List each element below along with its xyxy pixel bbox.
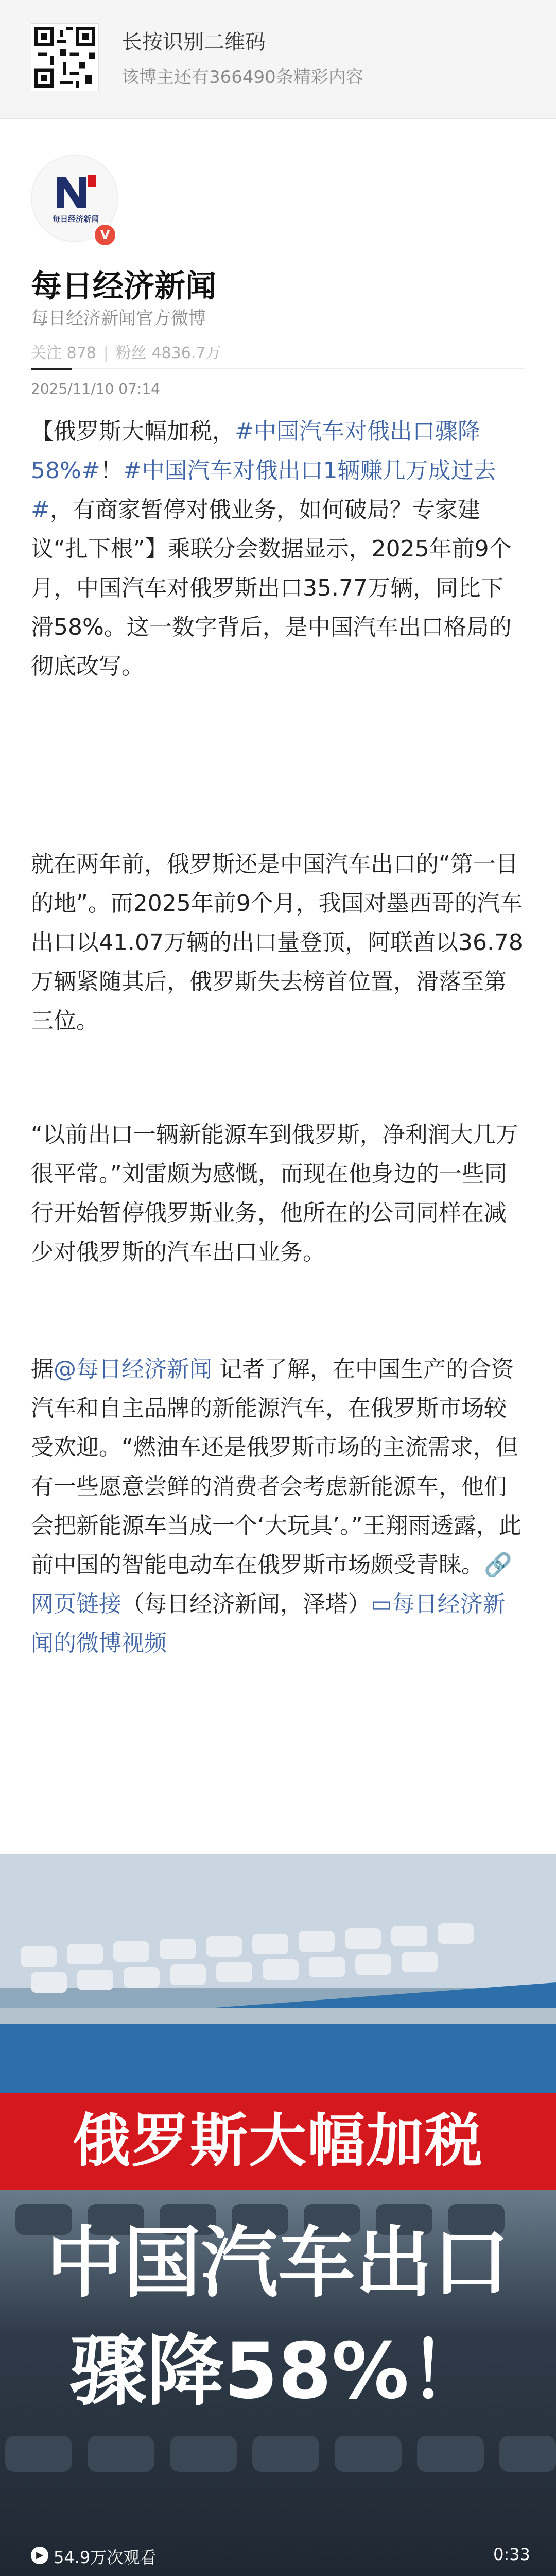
post-paragraph-1 [31,412,525,686]
verified-badge-icon: V [93,223,117,247]
post-paragraph-4 [31,1350,525,1663]
play-icon[interactable]: ▶ [31,2547,48,2564]
text-segment: ！ [100,457,123,484]
video-link[interactable]: ▭每日经济新闻的微博视频 [31,1591,506,1656]
post-timestamp: 2025/11/10 07:14 [31,380,160,397]
video-player[interactable] [0,1854,556,2576]
web-link[interactable]: 🔗网页链接 [31,1552,512,1617]
text-segment: 记者了解，在中国生产的合资汽车和自主品牌的新能源汽车，在俄罗斯市场较受欢迎。“燃油车还是俄罗斯市场的主流需求，但有一些愿意尝鲜的消费者会考虑新能源车，他们会把新能源车当成一个‘大玩具’。”王翔雨透露，此前中国的智能电动车在俄罗斯市场颇受青睐。 [31,1356,522,1578]
text-segment: ，有商家暂停对俄业务，如何破局？专家建议“扎下根”】乘联分会数据显示，2025年前9个月，中国汽车对俄罗斯出口35.77万辆，同比下滑58%。这一数字背后，是中国汽车出口格局的彻底改写。 [31,497,512,680]
video-duration: 0:33 [493,2545,530,2564]
text-segment: 据 [31,1356,54,1382]
post-paragraph-3: “以前出口一辆新能源车到俄罗斯，净利润大几万很平常。”刘雷颇为感慨，而现在他身边的一些同行开始暂停俄罗斯业务，他所在的公司同样在减少对俄罗斯的汽车出口业务。 [31,1122,518,1265]
video-headline-3: 骤降58%！ [70,2327,486,2416]
top-qr-banner [0,0,556,119]
hashtag-link[interactable]: #中国汽车对俄出口1辆赚几万成过去# [31,457,496,523]
post-paragraph-2: 就在两年前，俄罗斯还是中国汽车出口的“第一目的地”。而2025年前9个月，我国对墨西哥的汽车出口以41.07万辆的出口量登顶，阿联酋以36.78万辆紧随其后，俄罗斯失去榜首位置，滑落至第三位。 [31,851,523,1034]
author-avatar[interactable] [31,155,118,242]
author-description: 每日经济新闻官方微博 [31,308,206,329]
video-view-count: 54.9万次观看 [54,2548,157,2567]
hashtag-link[interactable]: #中国汽车对俄出口骤降58%# [31,418,480,484]
avatar-caption: 每日经济新闻 [52,214,99,224]
qr-code-icon[interactable] [31,23,99,91]
mention-link[interactable]: @每日经济新闻 [54,1356,212,1382]
text-segment: （每日经济新闻，泽塔） [121,1591,371,1617]
divider-accent [31,368,72,370]
qr-banner-subtitle: 该博主还有366490条精彩内容 [121,67,363,88]
fans-count[interactable]: 粉丝 4836.7万 [115,344,221,362]
nbd-logo-icon [53,171,99,212]
video-headline-banner: 俄罗斯大幅加税 [0,2093,556,2190]
video-headline-2: 中国汽车出口 [46,2218,510,2308]
text-segment: 【俄罗斯大幅加税， [31,418,235,445]
qr-banner-title: 长按识别二维码 [121,30,266,54]
follow-count[interactable]: 关注 878 [31,344,96,362]
divider [31,368,525,369]
author-stats: 关注 878 | 粉丝 4836.7万 [31,344,221,362]
author-name[interactable]: 每日经济新闻 [31,268,216,304]
